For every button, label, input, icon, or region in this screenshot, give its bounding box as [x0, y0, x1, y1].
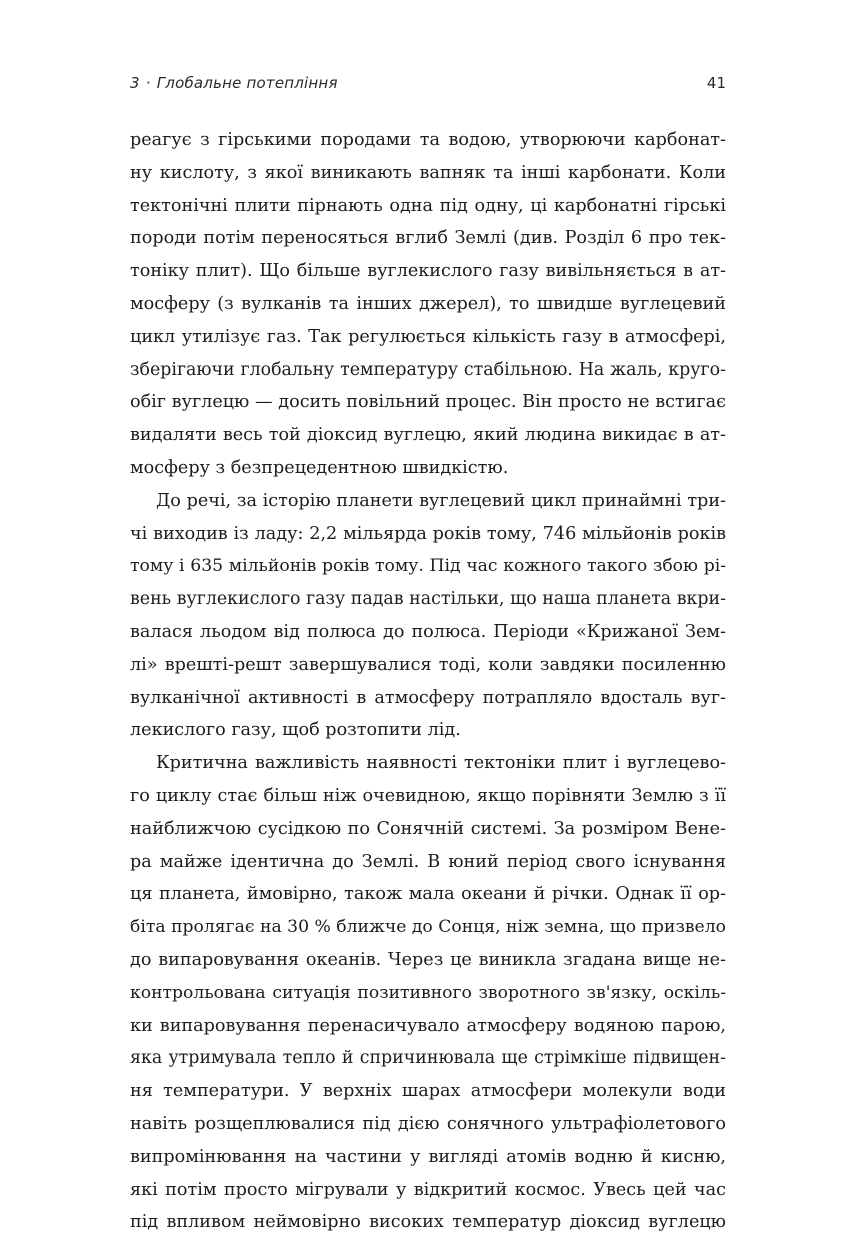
- text-line: чі виходив із ладу: 2,2 мільярда років тому, 746 мільйонів років: [130, 523, 726, 544]
- text-line: найближчою сусідкою по Сонячній системі. За розміром Вене-: [130, 818, 726, 839]
- text-line: цикл утилізує газ. Так регулюється кількість газу в атмосфері,: [130, 326, 726, 347]
- body-text: [130, 124, 726, 1239]
- text-line: го циклу стає більш ніж очевидною, якщо порівняти Землю з її: [130, 785, 726, 806]
- text-line: до випаровування океанів. Через це виникла згадана вище не-: [130, 949, 726, 970]
- text-line: контрольована ситуація позитивного зворотного зв'язку, оскіль-: [130, 982, 726, 1003]
- text-line: вулканічної активності в атмосферу потрапляло вдосталь вуг-: [130, 687, 726, 708]
- text-line: навіть розщеплювалися під дією сонячного ультрафіолетового: [130, 1113, 726, 1134]
- paragraph-3: [130, 747, 726, 1239]
- text-line: яка утримувала тепло й спричинювала ще стрімкіше підвищен-: [130, 1048, 726, 1069]
- text-line: лі» врешті-решт завершувалися тоді, коли завдяки посиленню: [130, 654, 726, 675]
- text-line: тектонічні плити пірнають одна під одну, ці карбонатні гірські: [130, 195, 726, 216]
- text-line: під впливом неймовірно високих температур діоксид вуглецю: [130, 1212, 726, 1233]
- running-head: [130, 74, 338, 92]
- header-separator: ·: [145, 74, 151, 92]
- text-line: ня температури. У верхніх шарах атмосфери молекули води: [130, 1081, 726, 1102]
- text-line: мосферу (з вулканів та інших джерел), то швидше вуглецевий: [130, 293, 726, 314]
- text-line: До речі, за історію планети вуглецевий цикл принаймні три-: [156, 490, 726, 511]
- text-line: тоніку плит). Що більше вуглекислого газу вивільняється в ат-: [130, 261, 726, 282]
- chapter-number: 3: [130, 74, 140, 92]
- page-number: 41: [706, 74, 726, 92]
- text-line: ки випаровування перенасичувало атмосферу водяною парою,: [130, 1015, 726, 1036]
- text-line: тому і 635 мільйонів років тому. Під час кожного такого збою рі-: [130, 556, 726, 577]
- text-line: зберігаючи глобальну температуру стабільною. На жаль, круго-: [130, 359, 726, 380]
- text-line: видаляти весь той діоксид вуглецю, який людина викидає в ат-: [130, 425, 726, 446]
- paragraph-1: [130, 124, 726, 485]
- paragraph-2: [130, 485, 726, 747]
- text-line: які потім просто мігрували у відкритий космос. Увесь цей час: [130, 1179, 726, 1200]
- text-line: мосферу з безпрецедентною швидкістю.: [130, 457, 509, 478]
- text-line: вень вуглекислого газу падав настільки, що наша планета вкри-: [130, 589, 726, 610]
- text-line: випромінювання на частини у вигляді атомів водню й кисню,: [130, 1146, 726, 1167]
- text-line: лекислого газу, щоб розтопити лід.: [130, 720, 461, 741]
- text-line: обіг вуглецю — досить повільний процес. Він просто не встигає: [130, 392, 726, 413]
- text-line: реагує з гірськими породами та водою, утворюючи карбонат-: [130, 130, 726, 150]
- text-line: біта пролягає на 30 % ближче до Сонця, ніж земна, що призвело: [130, 917, 726, 938]
- text-line: валася льодом від полюса до полюса. Періоди «Крижаної Зем-: [130, 621, 726, 642]
- text-line: породи потім переносяться вглиб Землі (див. Розділ 6 про тек-: [130, 228, 726, 249]
- text-line: ра майже ідентична до Землі. В юний період свого існування: [130, 851, 726, 872]
- chapter-title: Глобальне потепління: [156, 74, 338, 92]
- text-line: ця планета, ймовірно, також мала океани й річки. Однак її ор-: [130, 884, 726, 905]
- text-line: ну кислоту, з якої виникають вапняк та інші карбонати. Коли: [130, 162, 726, 183]
- text-line: Критична важливість наявності тектоніки плит і вуглецево-: [156, 753, 726, 774]
